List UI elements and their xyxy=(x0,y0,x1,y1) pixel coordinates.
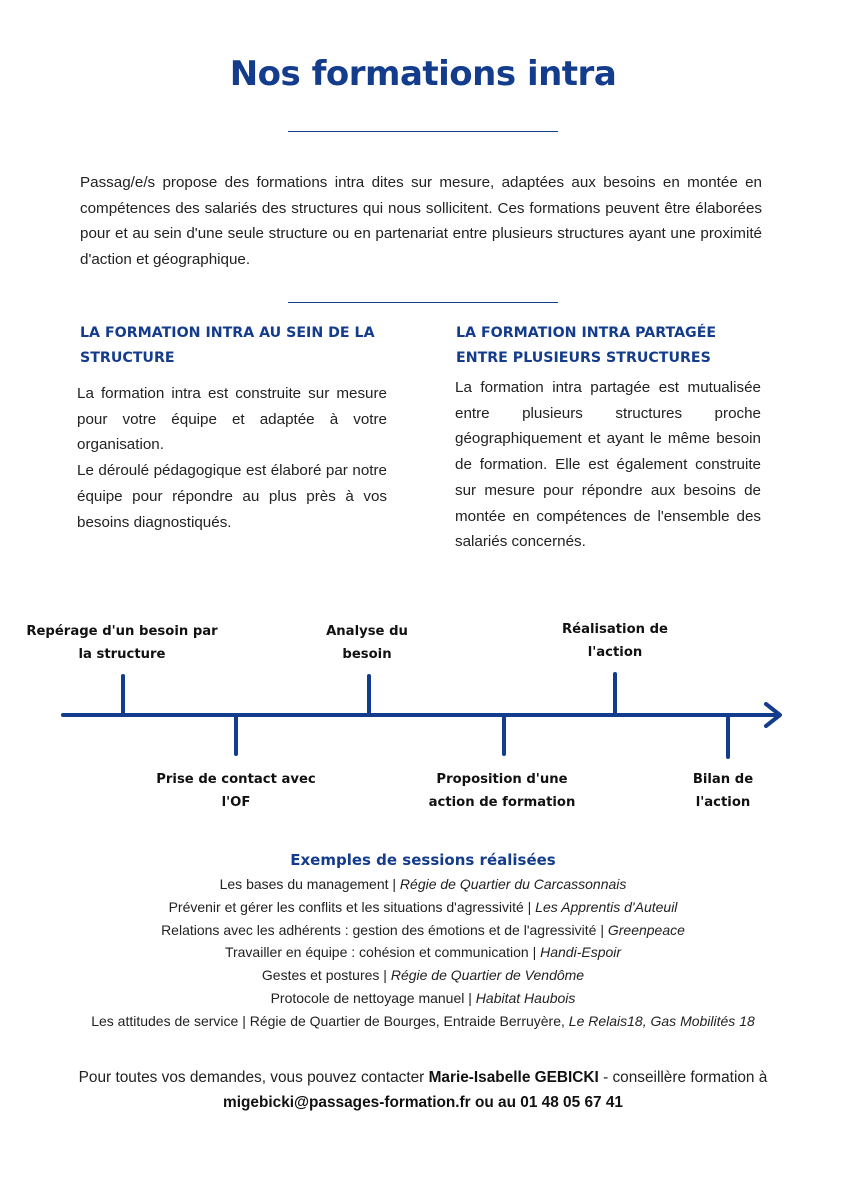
contact-text: - conseillère formation à xyxy=(603,1069,768,1086)
client-name: Habitat Haubois xyxy=(475,989,576,1006)
contact-email-phone[interactable]: migebicki@passages-formation.fr ou au 01 48 05 67 41 xyxy=(223,1094,623,1111)
separator: | xyxy=(532,944,537,961)
list-item xyxy=(0,896,846,919)
list-item xyxy=(0,873,846,896)
left-column-paragraph: La formation intra est construite sur mesure pour votre équipe et adaptée à votre organisation. xyxy=(77,385,387,454)
timeline-step-label: Proposition d'une action de formation xyxy=(428,772,576,810)
timeline-step-label: Prise de contact avec l'OF xyxy=(156,772,316,810)
session-name: Gestes et postures xyxy=(261,967,380,984)
timeline-diagram xyxy=(0,660,846,760)
client-name: Régie de Quartier de Bourges, Entraide Berruyère, xyxy=(249,1012,565,1029)
timeline-step-label: Bilan de l'action xyxy=(692,772,754,810)
session-name: Relations avec les adhérents : gestion des émotions et de l'agressivité xyxy=(161,921,597,938)
contact-name: Marie-Isabelle GEBICKI xyxy=(428,1069,599,1086)
client-name: Handi-Espoir xyxy=(540,944,622,961)
session-name: Travailler en équipe : cohésion et communication xyxy=(224,944,529,961)
session-name: Les bases du management xyxy=(219,876,389,892)
client-name: Régie de Quartier du Carcassonnais xyxy=(399,876,627,892)
timeline-step-label: Repérage d'un besoin par la structure xyxy=(26,624,218,662)
left-column-body xyxy=(77,381,387,535)
separator: | xyxy=(242,1012,246,1029)
client-name: Greenpeace xyxy=(607,921,685,938)
left-column-heading: LA FORMATION INTRA AU SEIN DE LA STRUCTURE xyxy=(80,325,375,366)
title-divider xyxy=(288,131,558,132)
list-item xyxy=(0,919,846,942)
client-name: Le Relais18, Gas Mobilités 18 xyxy=(568,1012,755,1029)
examples-list xyxy=(0,873,846,1033)
list-item xyxy=(0,1010,846,1033)
examples-title: Exemples de sessions réalisées xyxy=(290,851,556,869)
separator: | xyxy=(383,967,387,984)
separator: | xyxy=(527,898,532,915)
client-name: Régie de Quartier de Vendôme xyxy=(390,967,585,984)
separator: | xyxy=(392,876,397,892)
section-divider xyxy=(288,302,558,303)
right-column-heading: LA FORMATION INTRA PARTAGÉE ENTRE PLUSIEURS STRUCTURES xyxy=(456,325,717,366)
session-name: Protocole de nettoyage manuel xyxy=(270,989,465,1006)
list-item xyxy=(0,987,846,1010)
separator: | xyxy=(600,921,604,938)
separator: | xyxy=(468,989,472,1006)
session-name: Les attitudes de service xyxy=(91,1012,239,1029)
contact-text: Pour toutes vos demandes, vous pouvez contacter xyxy=(78,1069,425,1086)
timeline-step-label: Réalisation de l'action xyxy=(561,622,669,660)
contact-paragraph xyxy=(0,1065,846,1115)
intro-paragraph: Passag/e/s propose des formations intra dites sur mesure, adaptées aux besoins en montée en compétences des salariés des structures qui nous sollicitent. Ces formations peuvent être élaborées pour et au sein d'une seule structure ou en partenariat entre plusieurs structures ayant une proximité d'action et géographique. xyxy=(80,174,762,268)
list-item xyxy=(0,941,846,964)
right-column-paragraph: La formation intra partagée est mutualisée entre plusieurs structures proche géographiquement et ayant le même besoin de formation. Elle est également construite sur mesure pour répondre aux besoins de montée en compétences de l'ensemble des salariés concernés. xyxy=(455,379,761,551)
session-name: Prévenir et gérer les conflits et les situations d'agressivité xyxy=(168,898,524,915)
right-column-body xyxy=(455,375,761,555)
client-name: Les Apprentis d'Auteuil xyxy=(535,898,678,915)
list-item xyxy=(0,964,846,987)
page-title: Nos formations intra xyxy=(229,54,617,94)
timeline-step-label: Analyse du besoin xyxy=(326,624,408,662)
left-column-paragraph: Le déroulé pédagogique est élaboré par notre équipe pour répondre au plus près à vos besoins diagnostiqués. xyxy=(77,462,387,531)
